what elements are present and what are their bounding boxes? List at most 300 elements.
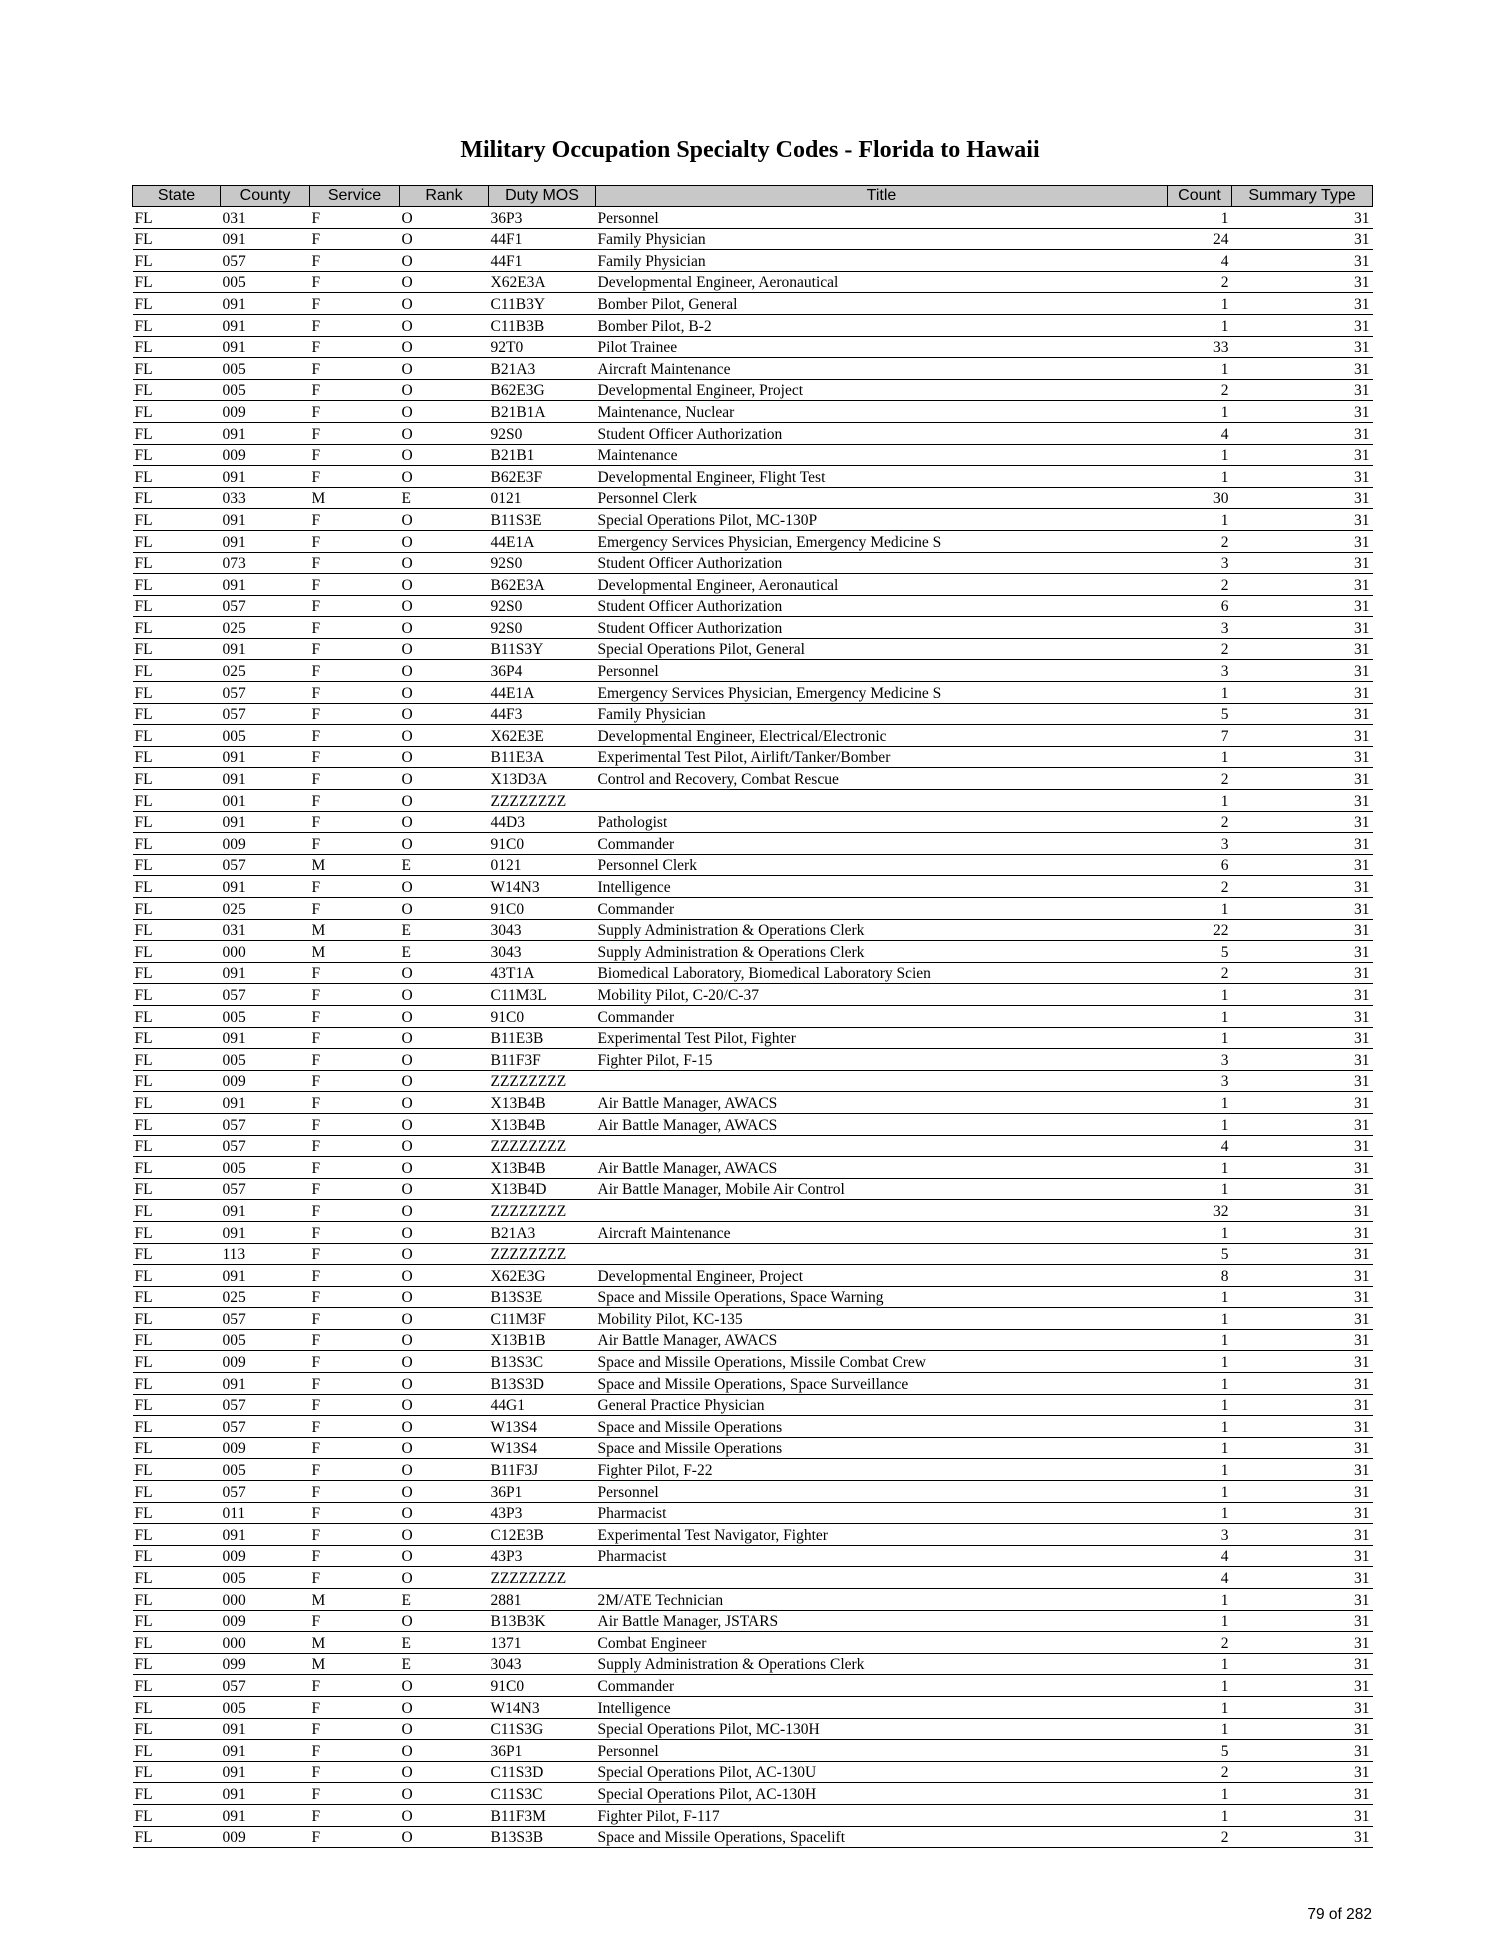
county-cell: 033 [221,487,310,509]
title-cell [596,1200,1168,1222]
state-cell: FL [133,682,221,704]
summary-type-cell: 31 [1232,1437,1373,1459]
county-cell: 057 [221,595,310,617]
count-cell: 2 [1168,811,1232,833]
state-cell: FL [133,1589,221,1611]
title-cell: Aircraft Maintenance [596,358,1168,380]
duty-mos-cell: X62E3E [489,725,596,747]
count-cell: 5 [1168,1243,1232,1265]
duty-mos-cell: C11S3G [489,1718,596,1740]
rank-cell: O [400,617,489,639]
title-cell: Student Officer Authorization [596,552,1168,574]
table-row [133,790,1373,812]
service-cell: M [310,1589,400,1611]
rank-cell: O [400,1070,489,1092]
table-row [133,530,1373,552]
county-cell: 057 [221,984,310,1006]
title-cell: Space and Missile Operations [596,1416,1168,1438]
state-cell: FL [133,876,221,898]
summary-type-cell: 31 [1232,1394,1373,1416]
title-cell: Bomber Pilot, General [596,293,1168,315]
duty-mos-cell: B11F3J [489,1459,596,1481]
table-row [133,574,1373,596]
rank-cell: E [400,1589,489,1611]
service-cell: F [310,1718,400,1740]
county-cell: 057 [221,1416,310,1438]
duty-mos-cell: B21B1A [489,401,596,423]
table-row [133,1351,1373,1373]
service-cell: F [310,1545,400,1567]
summary-type-cell: 31 [1232,854,1373,876]
state-cell: FL [133,1243,221,1265]
service-cell: F [310,466,400,488]
title-cell: Developmental Engineer, Flight Test [596,466,1168,488]
rank-cell: O [400,379,489,401]
summary-type-cell: 31 [1232,1783,1373,1805]
title-cell: Supply Administration & Operations Clerk [596,1653,1168,1675]
summary-type-cell: 31 [1232,1286,1373,1308]
table-row [133,1589,1373,1611]
service-cell: F [310,595,400,617]
count-cell: 1 [1168,1610,1232,1632]
title-cell: Developmental Engineer, Electrical/Electronic [596,725,1168,747]
county-cell: 000 [221,1632,310,1654]
service-cell: F [310,984,400,1006]
state-cell: FL [133,379,221,401]
title-cell: Personnel [596,207,1168,229]
service-cell: F [310,1696,400,1718]
state-cell: FL [133,898,221,920]
summary-type-cell: 31 [1232,1092,1373,1114]
rank-cell: O [400,962,489,984]
summary-type-cell: 31 [1232,401,1373,423]
duty-mos-cell: 3043 [489,941,596,963]
service-cell: F [310,401,400,423]
rank-cell: O [400,703,489,725]
table-row [133,1437,1373,1459]
duty-mos-cell: 92S0 [489,595,596,617]
column-header-summary-type: Summary Type [1232,186,1373,207]
service-cell: F [310,1459,400,1481]
duty-mos-cell: B13S3E [489,1286,596,1308]
state-cell: FL [133,401,221,423]
summary-type-cell: 31 [1232,1545,1373,1567]
column-header-title: Title [596,186,1168,207]
duty-mos-cell: W13S4 [489,1437,596,1459]
table-row [133,1545,1373,1567]
table-row [133,962,1373,984]
county-cell: 005 [221,1005,310,1027]
title-cell: Pilot Trainee [596,336,1168,358]
state-cell: FL [133,1437,221,1459]
rank-cell: O [400,509,489,531]
summary-type-cell: 31 [1232,207,1373,229]
count-cell: 1 [1168,1718,1232,1740]
duty-mos-cell: B11E3B [489,1027,596,1049]
county-cell: 057 [221,1178,310,1200]
county-cell: 009 [221,1610,310,1632]
service-cell: F [310,1502,400,1524]
summary-type-cell: 31 [1232,1329,1373,1351]
count-cell: 2 [1168,876,1232,898]
table-row [133,1157,1373,1179]
state-cell: FL [133,984,221,1006]
count-cell: 1 [1168,1373,1232,1395]
summary-type-cell: 31 [1232,984,1373,1006]
rank-cell: O [400,1178,489,1200]
column-header-rank: Rank [400,186,489,207]
state-cell: FL [133,336,221,358]
summary-type-cell: 31 [1232,574,1373,596]
table-row [133,1567,1373,1589]
rank-cell: O [400,1135,489,1157]
table-row [133,1653,1373,1675]
count-cell: 5 [1168,703,1232,725]
service-cell: F [310,1243,400,1265]
duty-mos-cell: 3043 [489,919,596,941]
summary-type-cell: 31 [1232,1675,1373,1697]
title-cell: 2M/ATE Technician [596,1589,1168,1611]
summary-type-cell: 31 [1232,1200,1373,1222]
duty-mos-cell: 44F3 [489,703,596,725]
service-cell: F [310,1524,400,1546]
duty-mos-cell: B13S3D [489,1373,596,1395]
table-row [133,466,1373,488]
duty-mos-cell: X13B1B [489,1329,596,1351]
county-cell: 000 [221,941,310,963]
county-cell: 073 [221,552,310,574]
title-cell: Developmental Engineer, Aeronautical [596,574,1168,596]
service-cell: F [310,1005,400,1027]
rank-cell: O [400,1092,489,1114]
state-cell: FL [133,207,221,229]
table-row [133,833,1373,855]
county-cell: 005 [221,725,310,747]
rank-cell: O [400,1308,489,1330]
state-cell: FL [133,1524,221,1546]
state-cell: FL [133,1481,221,1503]
state-cell: FL [133,1783,221,1805]
duty-mos-cell: B62E3F [489,466,596,488]
service-cell: F [310,250,400,272]
county-cell: 091 [221,638,310,660]
summary-type-cell: 31 [1232,293,1373,315]
count-cell: 1 [1168,1416,1232,1438]
summary-type-cell: 31 [1232,466,1373,488]
service-cell: F [310,1675,400,1697]
duty-mos-cell: X13B4B [489,1113,596,1135]
county-cell: 091 [221,1092,310,1114]
state-cell: FL [133,530,221,552]
count-cell: 32 [1168,1200,1232,1222]
summary-type-cell: 31 [1232,1610,1373,1632]
summary-type-cell: 31 [1232,876,1373,898]
state-cell: FL [133,941,221,963]
service-cell: F [310,725,400,747]
county-cell: 005 [221,1567,310,1589]
service-cell: F [310,358,400,380]
state-cell: FL [133,1804,221,1826]
count-cell: 6 [1168,595,1232,617]
title-cell: Special Operations Pilot, AC-130H [596,1783,1168,1805]
service-cell: F [310,1416,400,1438]
state-cell: FL [133,1113,221,1135]
table-row [133,552,1373,574]
summary-type-cell: 31 [1232,444,1373,466]
duty-mos-cell: X13B4B [489,1092,596,1114]
duty-mos-cell: 91C0 [489,833,596,855]
count-cell: 4 [1168,250,1232,272]
table-row [133,1005,1373,1027]
state-cell: FL [133,314,221,336]
state-cell: FL [133,1200,221,1222]
duty-mos-cell: C11M3F [489,1308,596,1330]
county-cell: 025 [221,1286,310,1308]
title-cell: Special Operations Pilot, MC-130P [596,509,1168,531]
rank-cell: E [400,1632,489,1654]
title-cell: Special Operations Pilot, MC-130H [596,1718,1168,1740]
count-cell: 3 [1168,660,1232,682]
table-row [133,1308,1373,1330]
summary-type-cell: 31 [1232,811,1373,833]
summary-type-cell: 31 [1232,358,1373,380]
service-cell: F [310,790,400,812]
duty-mos-cell: B11F3F [489,1049,596,1071]
service-cell: F [310,1178,400,1200]
state-cell: FL [133,1675,221,1697]
duty-mos-cell: C11S3C [489,1783,596,1805]
state-cell: FL [133,1502,221,1524]
duty-mos-cell: C11B3Y [489,293,596,315]
duty-mos-cell: W14N3 [489,1696,596,1718]
state-cell: FL [133,487,221,509]
summary-type-cell: 31 [1232,1459,1373,1481]
state-cell: FL [133,725,221,747]
rank-cell: O [400,293,489,315]
county-cell: 091 [221,746,310,768]
county-cell: 057 [221,1675,310,1697]
count-cell: 2 [1168,1826,1232,1848]
table-row [133,1265,1373,1287]
summary-type-cell: 31 [1232,1027,1373,1049]
count-cell: 1 [1168,1696,1232,1718]
county-cell: 091 [221,228,310,250]
service-cell: F [310,207,400,229]
summary-type-cell: 31 [1232,1718,1373,1740]
summary-type-cell: 31 [1232,1632,1373,1654]
count-cell: 2 [1168,530,1232,552]
summary-type-cell: 31 [1232,660,1373,682]
duty-mos-cell: B21A3 [489,1221,596,1243]
duty-mos-cell: B13S3C [489,1351,596,1373]
county-cell: 009 [221,1070,310,1092]
count-cell: 1 [1168,509,1232,531]
county-cell: 057 [221,250,310,272]
state-cell: FL [133,1221,221,1243]
rank-cell: E [400,1653,489,1675]
count-cell: 1 [1168,1783,1232,1805]
duty-mos-cell: 43P3 [489,1502,596,1524]
service-cell: F [310,552,400,574]
county-cell: 031 [221,207,310,229]
count-cell: 1 [1168,444,1232,466]
table-row [133,854,1373,876]
count-cell: 7 [1168,725,1232,747]
summary-type-cell: 31 [1232,962,1373,984]
duty-mos-cell: C11M3L [489,984,596,1006]
title-cell: Biomedical Laboratory, Biomedical Laboratory Scien [596,962,1168,984]
count-cell: 6 [1168,854,1232,876]
title-cell: Space and Missile Operations, Space Surveillance [596,1373,1168,1395]
duty-mos-cell: ZZZZZZZZ [489,1070,596,1092]
county-cell: 091 [221,1524,310,1546]
table-row [133,401,1373,423]
state-cell: FL [133,1329,221,1351]
title-cell: Personnel Clerk [596,487,1168,509]
title-cell: Personnel [596,1740,1168,1762]
rank-cell: O [400,682,489,704]
duty-mos-cell: C11B3B [489,314,596,336]
county-cell: 091 [221,293,310,315]
state-cell: FL [133,1351,221,1373]
service-cell: F [310,1394,400,1416]
rank-cell: O [400,1027,489,1049]
table-row [133,1329,1373,1351]
count-cell: 1 [1168,1329,1232,1351]
count-cell: 1 [1168,314,1232,336]
service-cell: F [310,1092,400,1114]
table-row [133,1459,1373,1481]
rank-cell: O [400,595,489,617]
count-cell: 30 [1168,487,1232,509]
table-row [133,660,1373,682]
state-cell: FL [133,1286,221,1308]
summary-type-cell: 31 [1232,1049,1373,1071]
state-cell: FL [133,919,221,941]
table-row [133,1416,1373,1438]
title-cell: Mobility Pilot, KC-135 [596,1308,1168,1330]
rank-cell: O [400,1113,489,1135]
rank-cell: O [400,984,489,1006]
title-cell: Air Battle Manager, Mobile Air Control [596,1178,1168,1200]
count-cell: 1 [1168,1502,1232,1524]
table-row [133,1740,1373,1762]
title-cell: Fighter Pilot, F-22 [596,1459,1168,1481]
table-row [133,1027,1373,1049]
county-cell: 091 [221,811,310,833]
table-row [133,358,1373,380]
count-cell: 1 [1168,1308,1232,1330]
count-cell: 2 [1168,1761,1232,1783]
title-cell: Pathologist [596,811,1168,833]
table-row [133,768,1373,790]
summary-type-cell: 31 [1232,1567,1373,1589]
count-cell: 1 [1168,358,1232,380]
state-cell: FL [133,293,221,315]
state-cell: FL [133,422,221,444]
table-row [133,984,1373,1006]
summary-type-cell: 31 [1232,1589,1373,1611]
state-cell: FL [133,1567,221,1589]
county-cell: 009 [221,1826,310,1848]
title-cell: Air Battle Manager, AWACS [596,1113,1168,1135]
summary-type-cell: 31 [1232,422,1373,444]
rank-cell: E [400,487,489,509]
rank-cell: O [400,811,489,833]
state-cell: FL [133,1157,221,1179]
county-cell: 009 [221,1351,310,1373]
table-row [133,1286,1373,1308]
rank-cell: O [400,574,489,596]
state-cell: FL [133,1070,221,1092]
rank-cell: O [400,1545,489,1567]
rank-cell: O [400,1761,489,1783]
duty-mos-cell: 91C0 [489,1675,596,1697]
title-cell: Air Battle Manager, AWACS [596,1329,1168,1351]
state-cell: FL [133,703,221,725]
count-cell: 1 [1168,293,1232,315]
state-cell: FL [133,1653,221,1675]
rank-cell: O [400,1718,489,1740]
title-cell: Special Operations Pilot, AC-130U [596,1761,1168,1783]
county-cell: 057 [221,703,310,725]
summary-type-cell: 31 [1232,379,1373,401]
rank-cell: O [400,314,489,336]
title-cell: Experimental Test Pilot, Fighter [596,1027,1168,1049]
summary-type-cell: 31 [1232,487,1373,509]
duty-mos-cell: X13B4B [489,1157,596,1179]
county-cell: 009 [221,833,310,855]
county-cell: 091 [221,1783,310,1805]
service-cell: F [310,1351,400,1373]
count-cell: 2 [1168,1632,1232,1654]
duty-mos-cell: 92S0 [489,422,596,444]
count-cell: 4 [1168,1545,1232,1567]
summary-type-cell: 31 [1232,530,1373,552]
duty-mos-cell: ZZZZZZZZ [489,1243,596,1265]
count-cell: 1 [1168,1005,1232,1027]
duty-mos-cell: 92T0 [489,336,596,358]
duty-mos-cell: 44E1A [489,530,596,552]
state-cell: FL [133,660,221,682]
title-cell: Mobility Pilot, C-20/C-37 [596,984,1168,1006]
table-row [133,703,1373,725]
title-cell [596,1135,1168,1157]
table-row [133,1373,1373,1395]
duty-mos-cell: C11S3D [489,1761,596,1783]
table-row [133,746,1373,768]
count-cell: 1 [1168,1221,1232,1243]
title-cell: Maintenance [596,444,1168,466]
rank-cell: O [400,1437,489,1459]
count-cell: 1 [1168,1157,1232,1179]
count-cell: 2 [1168,271,1232,293]
duty-mos-cell: X62E3A [489,271,596,293]
count-cell: 1 [1168,1092,1232,1114]
service-cell: F [310,638,400,660]
table-row [133,293,1373,315]
count-cell: 3 [1168,552,1232,574]
title-cell: Commander [596,833,1168,855]
state-cell: FL [133,574,221,596]
service-cell: F [310,1610,400,1632]
county-cell: 091 [221,962,310,984]
state-cell: FL [133,1696,221,1718]
duty-mos-cell: ZZZZZZZZ [489,1567,596,1589]
rank-cell: O [400,1200,489,1222]
service-cell: F [310,1308,400,1330]
rank-cell: E [400,854,489,876]
